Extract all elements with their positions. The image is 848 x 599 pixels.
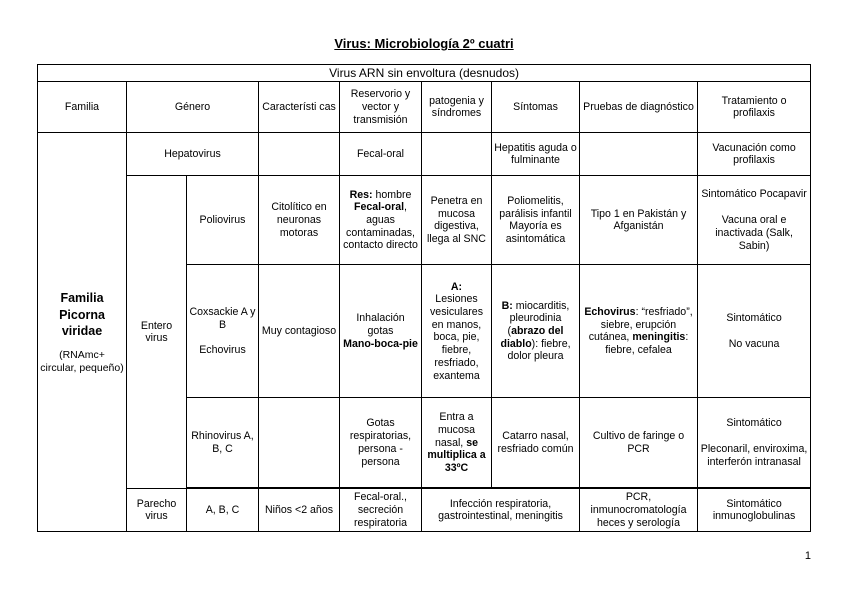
poliovirus-trat-line1: Sintomático Pocapavir [701,188,807,201]
coxsackie-res-text: Inhalación gotas [356,312,405,338]
poliovirus-caracteristicas: Citolítico en neuronas motoras [259,176,340,265]
genero-hepatovirus: Hepatovirus [127,133,259,176]
coxsackie-sint-text2: ): fiebre, dolor pleura [507,337,571,363]
coxsackie-sint-bold: abrazo del diablo [500,325,564,350]
res-text: hombre [372,188,412,201]
rhinovirus-patogenia [422,398,492,488]
fecal-oral-label: Fecal-oral [354,201,405,214]
enterovirus-group: Entero virus [127,176,187,489]
coxsackie-pat-label: A: [450,280,463,293]
parechovirus-caracteristicas: Niños <2 años [259,489,340,532]
rhinovirus-trat-line1: Sintomático [726,417,782,430]
coxsackie-tratamiento [698,265,811,398]
page-title: Virus: Microbiología 2º cuatri [334,36,514,51]
coxsackie-sintomas [492,265,580,398]
header-genero: Género [127,82,259,133]
poliovirus-reservorio [340,176,422,265]
parechovirus-tratamiento: Sintomático inmunoglobulinas [698,489,811,532]
hepatovirus-sintomas: Hepatitis aguda o fulminante [492,133,580,176]
poliovirus-sintomas: Poliomelitis, parálisis infantil Mayoría es asintomática [492,176,580,265]
familia-cell [38,133,127,532]
header-patogenia: patogenia y síndromes [422,82,492,133]
coxsackie-sint-text1: miocarditis, pleurodinia ( [507,299,570,338]
table-row-poliovirus [38,176,811,265]
header-row [38,82,811,133]
genero-rhinovirus: Rhinovirus A, B, C [187,398,259,488]
table-banner: Virus ARN sin envoltura (desnudos) [38,65,811,82]
coxsackie-pru-text1: : “resfriado”, siebre, erupción cutánea, [588,305,693,344]
rhinovirus-reservorio: Gotas respiratorias, persona - persona [340,398,422,488]
genero-coxsackie [187,265,259,398]
header-sintomas: Síntomas [492,82,580,133]
coxsackie-pat-text: Lesiones vesiculares en manos, boca, pie, fiebre, resfriado, exantema [430,293,483,382]
genero-echovirus: Echovirus [199,344,246,357]
genero-coxsackie-ab: Coxsackie A y B [189,305,256,331]
rhinovirus-trat-line2: Pleconaril, enviroxima, interferón intranasal [700,443,808,468]
rhinovirus-pruebas: Cultivo de faringe o PCR [580,398,698,488]
coxsackie-patogenia [422,265,492,398]
poliovirus-tratamiento [698,176,811,265]
header-familia: Familia [38,82,127,133]
rhinovirus-sintomas: Catarro nasal, resfriado común [492,398,580,488]
genero-parechovirus: A, B, C [187,489,259,532]
rhinovirus-caracteristicas [259,398,340,488]
hepatovirus-tratamiento: Vacunación como profilaxis [698,133,811,176]
coxsackie-reservorio [340,265,422,398]
hepatovirus-patogenia [422,133,492,176]
coxsackie-caracteristicas: Muy contagioso [259,265,340,398]
parechovirus-group: Parecho virus [127,489,187,532]
familia-sub: (RNAmc+ circular, pequeño) [40,349,124,374]
res-label: Res: [349,188,373,201]
rhinovirus-tratamiento [698,398,811,488]
coxsackie-trat-line1: Sintomático [726,312,782,325]
coxsackie-pru-text2: : fiebre, cefalea [605,331,689,357]
reservorio-rest: , aguas contaminadas, contacto directo [343,201,418,252]
coxsackie-pruebas [580,265,698,398]
hepatovirus-pruebas [580,133,698,176]
header-reservorio: Reservorio y vector y transmisión [340,82,422,133]
coxsackie-sint-label: B: [501,299,513,312]
header-caracteristicas: Característi cas [259,82,340,133]
rhinovirus-pat-text: Entra a mucosa nasal, [434,411,476,449]
familia-name: Familia Picorna viridae [59,291,105,338]
parechovirus-patogenia-sintomas: Infección respiratoria, gastrointestinal, meningitis [422,489,580,532]
genero-poliovirus: Poliovirus [187,176,259,265]
hepatovirus-reservorio: Fecal-oral [340,133,422,176]
coxsackie-res-bold: Mano-boca-pie [343,337,418,350]
virus-table [37,64,811,532]
parechovirus-reservorio: Fecal-oral., secreción respiratoria [340,489,422,532]
coxsackie-trat-line2: No vacuna [728,337,780,350]
hepatovirus-caracteristicas [259,133,340,176]
header-tratamiento: Tratamiento o profilaxis [698,82,811,133]
poliovirus-patogenia: Penetra en mucosa digestiva, llega al SNC [422,176,492,265]
table-row-parechovirus [38,489,811,532]
header-pruebas: Pruebas de diagnóstico [580,82,698,133]
poliovirus-trat-line2: Vacuna oral e inactivada (Salk, Sabin) [715,214,793,252]
poliovirus-pruebas: Tipo 1 en Pakistán y Afganistán [580,176,698,265]
coxsackie-pru-bold: meningitis [632,331,686,344]
coxsackie-pru-label: Echovirus [584,305,636,318]
parechovirus-pruebas: PCR, inmunocromatología heces y serología [580,489,698,532]
rhinovirus-pat-bold: se multiplica a 33ºC [427,436,486,474]
table-row-hepatovirus [38,133,811,176]
page-number: 1 [804,550,811,562]
